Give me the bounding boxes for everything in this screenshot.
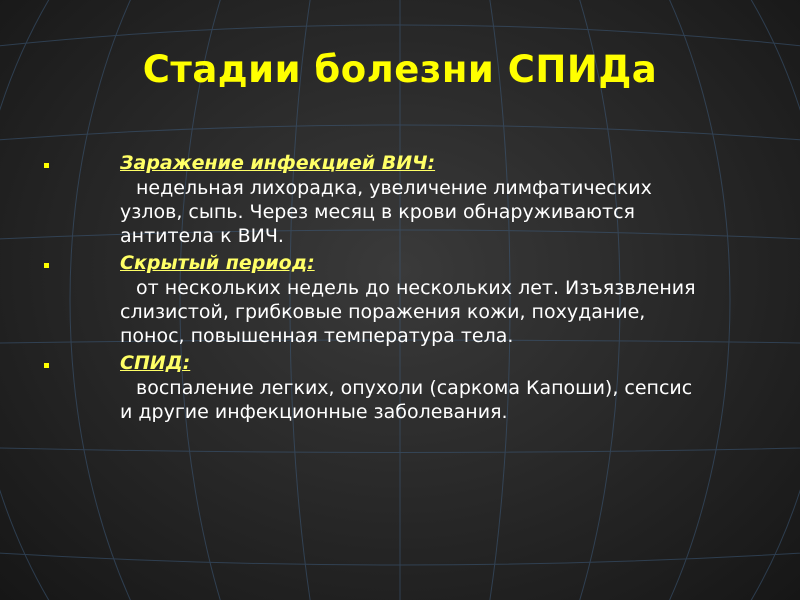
stage-description: недельная лихорадка, увеличение лимфатических узлов, сыпь. Через месяц в крови обнаруживаются антитела к ВИЧ. <box>120 177 652 247</box>
list-item <box>40 150 740 248</box>
stage-heading: СПИД: <box>120 352 191 374</box>
stage-heading: Заражение инфекцией ВИЧ: <box>120 152 436 174</box>
list-item <box>40 350 740 424</box>
bullet-square-icon <box>44 263 49 268</box>
stage-heading: Скрытый период: <box>120 252 315 274</box>
bullet-square-icon <box>44 163 49 168</box>
list-item <box>40 250 740 348</box>
slide-title: Стадии болезни СПИДа <box>142 48 658 91</box>
stages-list <box>40 150 740 426</box>
stage-description: от нескольких недель до нескольких лет. Изъязвления слизистой, грибковые поражения кожи, похудание, понос, повышенная температура тела. <box>120 277 696 347</box>
bullet-square-icon <box>44 363 49 368</box>
stage-description: воспаление легких, опухоли (саркома Капоши), сепсис и другие инфекционные заболевания. <box>120 377 693 423</box>
